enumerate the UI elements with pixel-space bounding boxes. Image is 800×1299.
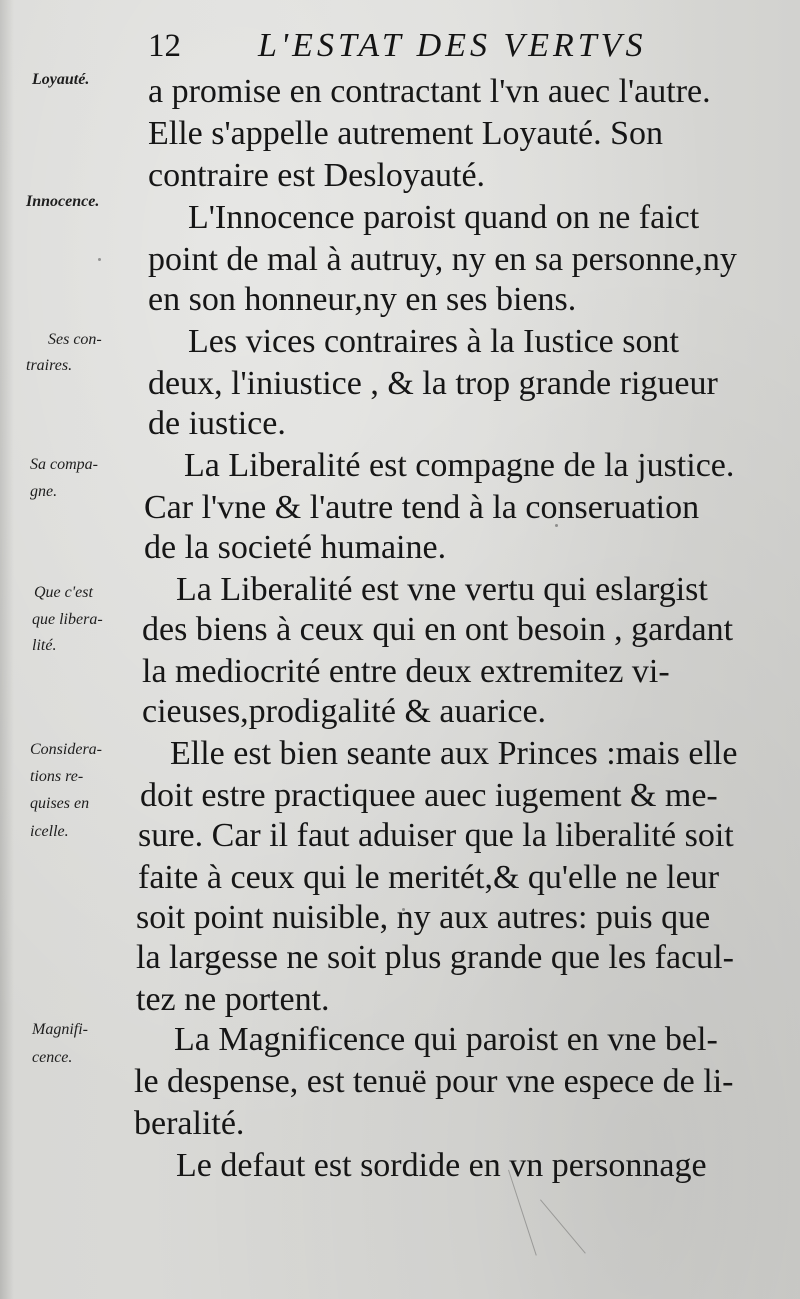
- margin-note-magnificence-1: Magnifi-: [32, 1021, 88, 1038]
- ink-speck: [555, 524, 558, 527]
- margin-note-considerations-4: icelle.: [30, 823, 69, 840]
- paper-crease: [540, 1199, 586, 1253]
- ink-speck: [402, 908, 405, 911]
- body-line: le despense, est tenuë pour vne espece de li-: [134, 1063, 734, 1100]
- running-head: L'ESTAT DES VERTVS: [258, 27, 647, 64]
- margin-note-magnificence-2: cence.: [32, 1049, 73, 1066]
- margin-note-liberalite-2: que libera-: [32, 611, 103, 628]
- body-line: des biens à ceux qui en ont besoin , gardant: [142, 611, 734, 648]
- margin-note-innocence: Innocence.: [26, 193, 100, 210]
- body-line: doit estre practiquee auec iugement & me-: [140, 777, 718, 814]
- page-number: 12: [148, 28, 181, 64]
- body-line: soit point nuisible, ny aux autres: puis que: [136, 899, 711, 936]
- ink-speck: [98, 258, 101, 261]
- body-line: cieuses,prodigalité & auarice.: [142, 693, 547, 730]
- body-line: contraire est Desloyauté.: [148, 157, 486, 194]
- body-line: la mediocrité entre deux extremitez vi-: [142, 653, 670, 690]
- margin-note-sa-compagne-2: gne.: [30, 483, 58, 500]
- margin-note-considerations-3: quises en: [30, 795, 90, 812]
- body-line: en son honneur,ny en ses biens.: [148, 281, 577, 318]
- body-line: Les vices contraires à la Iustice sont: [188, 323, 679, 360]
- body-line: L'Innocence paroist quand on ne faict: [188, 199, 700, 236]
- body-line: La Liberalité est compagne de la justice.: [184, 447, 735, 484]
- body-line: sure. Car il faut aduiser que la liberalité soit: [138, 817, 734, 854]
- body-line: Elle s'appelle autrement Loyauté. Son: [148, 115, 664, 152]
- body-line: tez ne portent.: [136, 981, 330, 1018]
- margin-note-ses-contraires-2: traires.: [26, 357, 73, 374]
- margin-note-liberalite-3: lité.: [32, 637, 57, 654]
- margin-note-loyaute: Loyauté.: [32, 71, 90, 88]
- body-line: a promise en contractant l'vn auec l'autre.: [148, 73, 711, 110]
- body-line: de la societé humaine.: [144, 529, 447, 566]
- body-line: Elle est bien seante aux Princes :mais elle: [170, 735, 738, 772]
- margin-note-ses-contraires-1: Ses con-: [48, 331, 102, 348]
- margin-note-considerations-2: tions re-: [30, 768, 84, 785]
- page-header: [148, 26, 788, 76]
- margin-note-considerations-1: Considera-: [30, 741, 102, 758]
- body-line: la largesse ne soit plus grande que les facul-: [136, 939, 734, 976]
- body-line: Le defaut est sordide en vn personnage: [176, 1147, 707, 1184]
- body-line: deux, l'iniustice , & la trop grande rigueur: [148, 365, 718, 402]
- body-line: La Liberalité est vne vertu qui eslargist: [176, 571, 708, 608]
- body-line: de iustice.: [148, 405, 286, 442]
- margin-note-sa-compagne-1: Sa compa-: [30, 456, 98, 473]
- body-line: beralité.: [134, 1105, 245, 1142]
- margin-note-liberalite-1: Que c'est: [34, 584, 93, 601]
- body-line: faite à ceux qui le meritét,& qu'elle ne leur: [138, 859, 720, 896]
- body-line: Car l'vne & l'autre tend à la conseruation: [144, 489, 700, 526]
- body-line: La Magnificence qui paroist en vne bel-: [174, 1021, 718, 1058]
- body-line: point de mal à autruy, ny en sa personne,ny: [148, 241, 737, 278]
